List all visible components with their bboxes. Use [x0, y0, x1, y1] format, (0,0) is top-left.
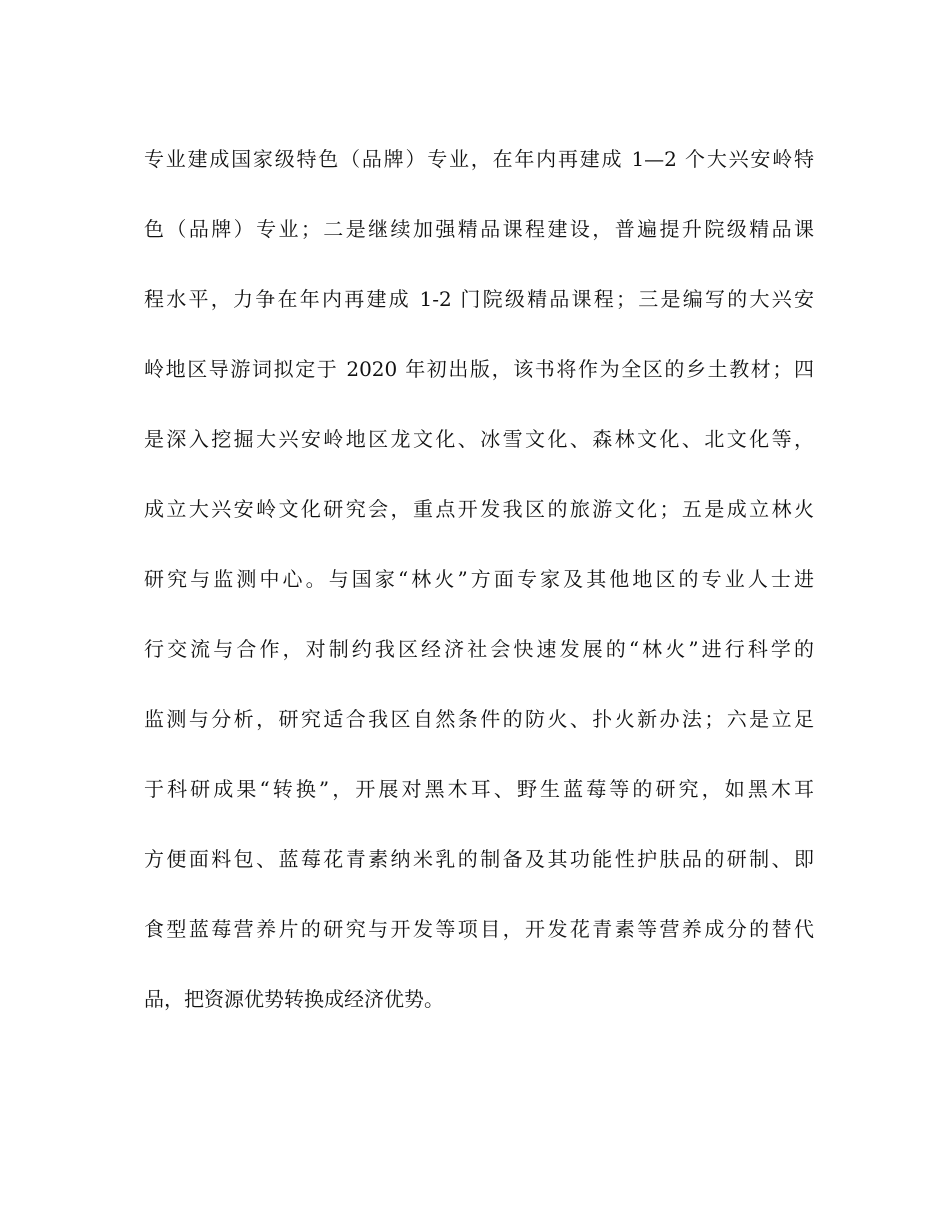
text-line: 是深入挖掘大兴安岭地区龙文化、冰雪文化、森林文化、北文化等， [144, 427, 814, 451]
text-line: 食型蓝莓营养片的研究与开发等项目，开发花青素等营养成分的替代 [144, 917, 814, 941]
text-line: 专业建成国家级特色（品牌）专业，在年内再建成 1—2 个大兴安岭特 [144, 147, 814, 171]
text-line: 成立大兴安岭文化研究会，重点开发我区的旅游文化；五是成立林火 [144, 497, 814, 521]
body-paragraph [144, 137, 814, 1047]
text-line: 监测与分析，研究适合我区自然条件的防火、扑火新办法；六是立足 [144, 707, 814, 731]
text-line: 品，把资源优势转换成经济优势。 [144, 987, 444, 1011]
text-line: 于科研成果“转换”，开展对黑木耳、野生蓝莓等的研究，如黑木耳 [144, 777, 814, 801]
text-line: 色（品牌）专业；二是继续加强精品课程建设，普遍提升院级精品课 [144, 217, 814, 241]
text-line: 行交流与合作，对制约我区经济社会快速发展的“林火”进行科学的 [144, 637, 814, 661]
text-line: 程水平，力争在年内再建成 1-2 门院级精品课程；三是编写的大兴安 [144, 287, 814, 311]
text-line: 方便面料包、蓝莓花青素纳米乳的制备及其功能性护肤品的研制、即 [144, 847, 814, 871]
text-line: 研究与监测中心。与国家“林火”方面专家及其他地区的专业人士进 [144, 567, 814, 591]
text-line: 岭地区导游词拟定于 2020 年初出版，该书将作为全区的乡土教材；四 [144, 357, 814, 381]
